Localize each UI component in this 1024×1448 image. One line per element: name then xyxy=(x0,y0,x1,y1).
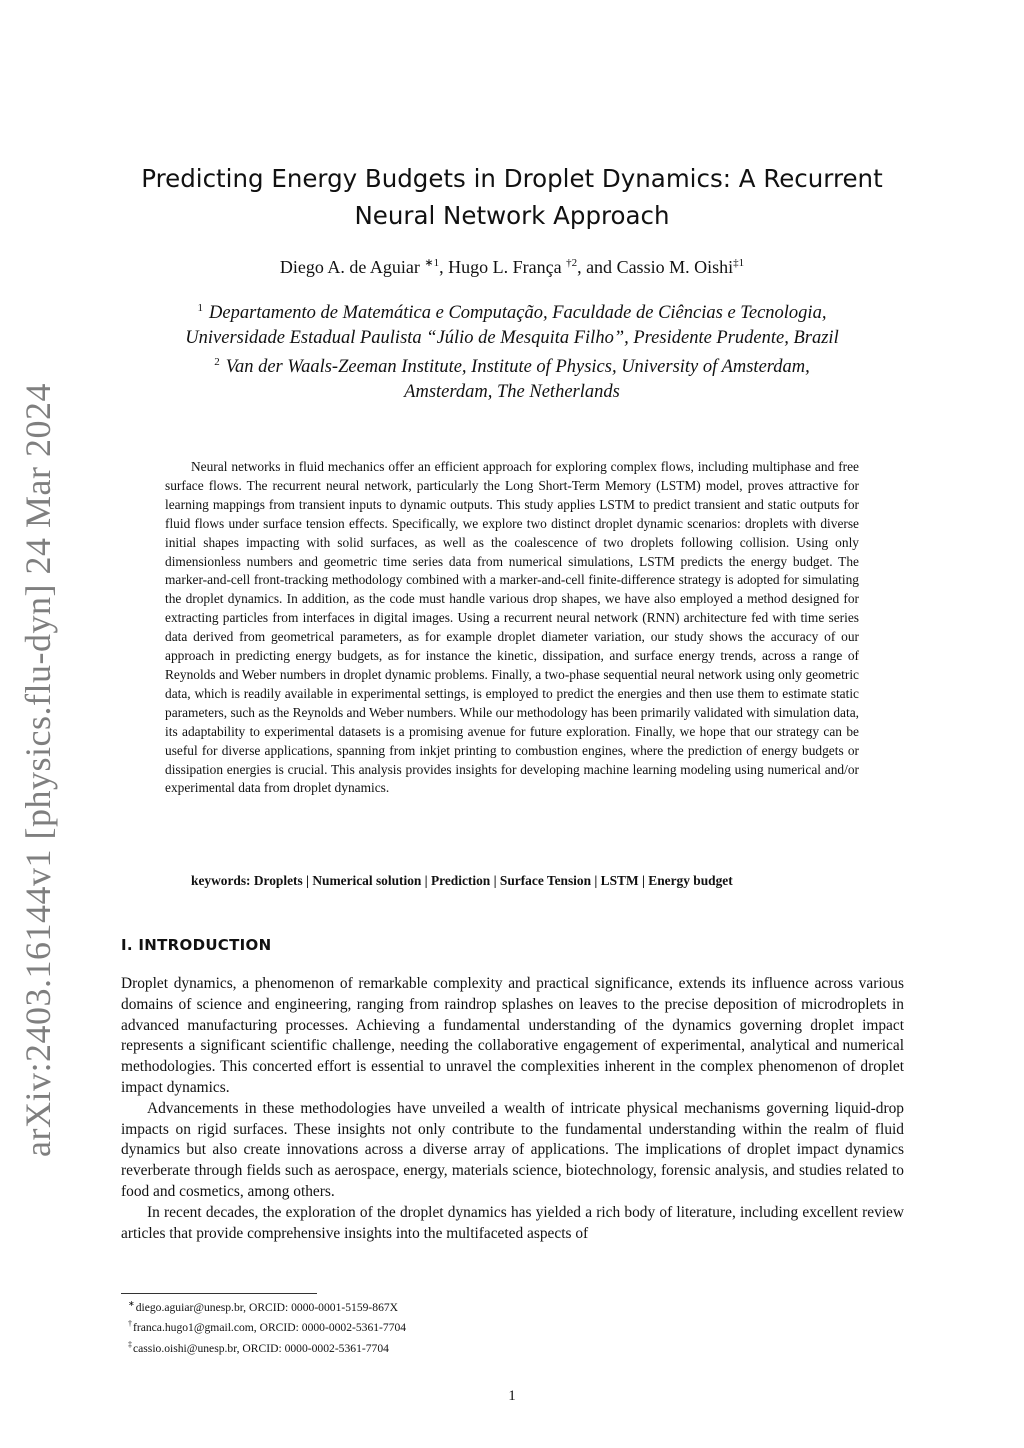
title-line-2: Neural Network Approach xyxy=(354,201,670,230)
abstract: Neural networks in fluid mechanics offer an efficient approach for exploring complex flows, including multiphase and free surface flows. The recurrent neural network, particularly the Long Short-Term Memory (LSTM) model, proves attractive for learning mappings from transient inputs to dynamic outputs. This study applies LSTM to predict transient and static outputs for fluid flows under surface tension effects. Specifically, we explore two distinct droplet dynamic scenarios: droplets with diverse initial shapes impacting with solid surfaces, as well as the coalescence of two droplets following collision. Using only dimensionless numbers and geometric time series data from numerical simulations, LSTM predicts the energy budget. The marker-and-cell front-tracking methodology combined with a marker-and-cell finite-difference strategy is adopted for simulating the droplet dynamics. In addition, as the code must handle various drop shapes, we have also employed a method designed for extracting particles from interfaces in digital images. Using a recurrent neural network (RNN) architecture fed with time series data derived from geometrical parameters, as for example droplet diameter variation, our study shows the accuracy of our approach in predicting energy budgets, as for instance the kinetic, dissipation, and surface energy trends, across a range of Reynolds and Weber numbers in droplet dynamic problems. Finally, a two-phase sequential neural network using only geometric data, which is readily available in experimental settings, is employed to predict the energies and then use them to estimate static parameters, such as the Reynolds and Weber numbers. While our methodology has been primarily validated with simulation data, its adaptability to experimental datasets is a promising avenue for future exploration. Finally, we hope that our strategy can be useful for diverse applications, spanning from inkjet printing to combustion engines, where the prediction of energy budgets or dissipation energies is crucial. This analysis provides insights for developing machine learning modeling using numerical and/or experimental data from droplet dynamics. xyxy=(165,459,859,796)
footnote-2 xyxy=(128,1316,406,1336)
affiliation-1-line-1 xyxy=(110,296,914,326)
paper-title xyxy=(130,160,894,234)
affiliation-2-line-1 xyxy=(110,350,914,380)
author-name: Cassio M. Oishi xyxy=(616,257,734,277)
author-mark: †2 xyxy=(566,257,578,269)
author-mark: ‡1 xyxy=(733,257,745,269)
body-paragraph: Droplet dynamics, a phenomenon of remarkable complexity and practical significance, extends its influence across various domains of science and engineering, ranging from raindrop splashes on leaves to the precise deposition of microdroplets in advanced manufacturing processes. Achieving a fundamental understanding of the dynamics governing droplet impact represents a significant scientific challenge, needing the collaborative engagement of experimental, analytical and numerical methodologies. This concerted effort is essential to unravel the complexities inherent in the complex phenomenon of droplet impact dynamics. xyxy=(121,975,904,1096)
arxiv-identifier: arXiv:2403.16144v1 [physics.flu-dyn] 24 Mar 2024 xyxy=(18,383,58,1157)
page-number: 1 xyxy=(508,1388,516,1404)
affiliation-1-line-2: Universidade Estadual Paulista “Júlio de Mesquita Filho”, Presidente Prudente, Brazil xyxy=(185,327,839,348)
footnote-text: franca.hugo1@gmail.com, ORCID: 0000-0002-5361-7704 xyxy=(133,1321,407,1335)
author-separator: , xyxy=(439,257,449,277)
affiliation-2-line-2: Amsterdam, The Netherlands xyxy=(404,381,620,402)
footnote-mark: ∗ xyxy=(128,1299,135,1308)
affiliation-mark: 1 xyxy=(197,302,204,314)
body-paragraph: In recent decades, the exploration of the droplet dynamics has yielded a rich body of literature, including excellent review articles that provide comprehensive insights into the multifaceted aspects of xyxy=(121,1203,904,1242)
author-separator: , and xyxy=(577,257,617,277)
author-name: Diego A. de Aguiar xyxy=(279,257,425,277)
footnote-1 xyxy=(128,1296,406,1316)
footnote-mark: † xyxy=(128,1319,132,1329)
footnote-mark: ‡ xyxy=(128,1339,132,1349)
footnote-rule xyxy=(121,1293,317,1294)
affiliation-text: Van der Waals-Zeeman Institute, Institute of Physics, University of Amsterdam, xyxy=(225,357,810,378)
footnote-text: diego.aguiar@unesp.br, ORCID: 0000-0001-5159-867X xyxy=(135,1300,399,1314)
affiliation-mark: 2 xyxy=(214,356,220,369)
title-line-1: Predicting Energy Budgets in Droplet Dynamics: A Recurrent xyxy=(141,164,883,193)
introduction-body xyxy=(121,974,904,1244)
author-name: Hugo L. França xyxy=(448,257,567,277)
section-heading-introduction: I. INTRODUCTION xyxy=(121,936,272,954)
body-paragraph: Advancements in these methodologies have unveiled a wealth of intricate physical mechanisms governing liquid-drop impacts on rigid surfaces. These insights not only contribute to the fundamental understanding within the realm of fluid dynamics but also create innovations across a diverse array of applications. The implications of droplet impact dynamics reverberate through fields such as aerospace, energy, materials science, biotechnology, forensic analysis, and studies related to food and cosmetics, among others. xyxy=(121,1099,904,1200)
keywords: keywords: Droplets | Numerical solution | Prediction | Surface Tension | LSTM | Energy budget xyxy=(191,873,733,888)
footnote-text: cassio.oishi@unesp.br, ORCID: 0000-0002-5361-7704 xyxy=(133,1341,389,1355)
affiliation-text: Departamento de Matemática e Computação, Faculdade de Ciências e Tecnologia, xyxy=(209,303,827,324)
affiliations xyxy=(110,296,914,404)
footnotes xyxy=(128,1296,406,1357)
author-list xyxy=(130,256,894,278)
footnote-3 xyxy=(128,1337,406,1357)
author-mark: ∗1 xyxy=(424,257,440,269)
